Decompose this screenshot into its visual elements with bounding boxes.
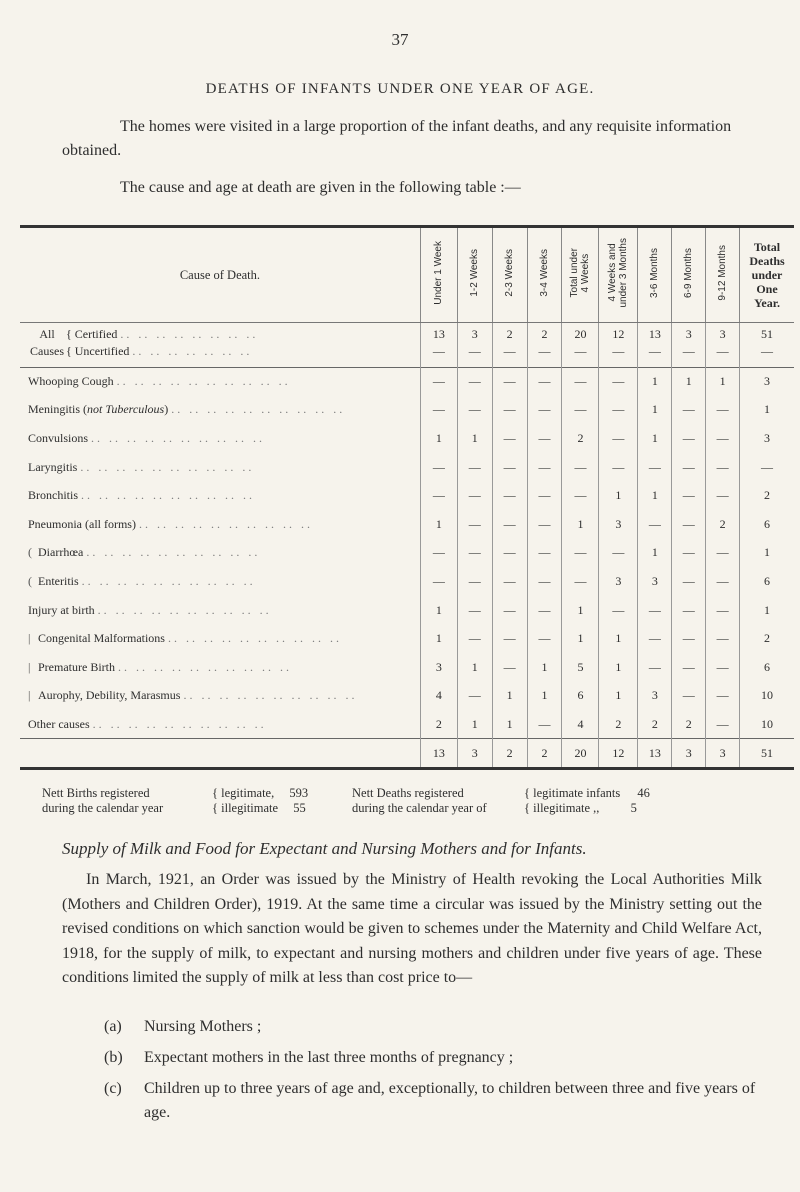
nett-deaths-label: Nett Deaths registered during the calendar year of <box>352 786 487 815</box>
totals-label <box>20 739 420 769</box>
table-cell: — <box>562 367 599 396</box>
uncertified-value: — <box>538 343 551 358</box>
table-cell: 6 <box>740 567 794 596</box>
table-cell: 1 <box>672 367 706 396</box>
table-cell: 1 <box>638 424 672 453</box>
table-cell: — <box>672 624 706 653</box>
table-cell: 1 <box>420 510 457 539</box>
table-cell: — <box>492 510 527 539</box>
header-1-2-weeks: 1-2 Weeks <box>457 227 492 323</box>
table-cell: 1 <box>599 682 638 711</box>
table-row <box>20 624 794 653</box>
list-text: Children up to three years of age and, exceptionally, to children between three and five years of age. <box>144 1080 756 1121</box>
table-row <box>20 453 794 482</box>
table-cell: — <box>672 682 706 711</box>
table-cell: — <box>457 624 492 653</box>
total-cell: 3 <box>672 739 706 769</box>
table-header-row <box>20 227 794 323</box>
row-label: Other causes .. .. .. .. .. .. .. .. .. .. <box>28 716 267 731</box>
intro-paragraph-2 <box>62 176 742 200</box>
nett-births-values: { legitimate, 593 { illegitimate 55 <box>212 786 309 815</box>
table-cell: 3 <box>638 567 672 596</box>
table-cell: — <box>638 510 672 539</box>
table-cell: — <box>420 453 457 482</box>
uncertified-value: — <box>761 343 774 358</box>
all-causes-row <box>20 323 794 363</box>
certified-value: 3 <box>685 326 692 341</box>
total-cell: 2 <box>492 739 527 769</box>
table-row <box>20 682 794 711</box>
table-cell: — <box>527 539 562 568</box>
list-item <box>62 1077 762 1125</box>
table-cell: — <box>672 567 706 596</box>
supply-paragraph: In March, 1921, an Order was issued by the Ministry of Health revoking the Local Authorities Milk (Mothers and Children Order), 1919. At the same time a circular was issued by the Ministry setting out the revised conditions on which sanction would be given to schemes under the Maternity and Child Welfare Act, 1918, for the supply of milk, to expectant and nursing mothers and children under five years of age. These conditions limited the supply of milk at less than cost price to— <box>62 871 762 986</box>
table-cell: — <box>457 510 492 539</box>
table-cell: — <box>457 567 492 596</box>
table-cell: — <box>562 396 599 425</box>
header-total-under-4-weeks: Total under 4 Weeks <box>562 227 599 323</box>
list-text: Nursing Mothers ; <box>144 1018 262 1035</box>
certified-value: 3 <box>471 326 478 341</box>
table-cell: — <box>638 596 672 625</box>
table-cell: 1 <box>638 396 672 425</box>
total-cell: 2 <box>527 739 562 769</box>
uncertified-value: — <box>503 343 516 358</box>
table-row <box>20 396 794 425</box>
header-total-deaths: Total Deaths under One Year. <box>740 227 794 323</box>
total-cell: 51 <box>740 739 794 769</box>
table-row <box>20 710 794 739</box>
table-cell: — <box>492 539 527 568</box>
table-cell: 1 <box>457 424 492 453</box>
table-cell: — <box>527 710 562 739</box>
table-cell: — <box>492 596 527 625</box>
total-cell: 3 <box>457 739 492 769</box>
header-3-4-weeks: 3-4 Weeks <box>527 227 562 323</box>
table-cell: 1 <box>599 624 638 653</box>
table-cell: 6 <box>740 510 794 539</box>
table-cell: 2 <box>562 424 599 453</box>
all-causes-cell <box>562 323 599 363</box>
table-cell: — <box>457 539 492 568</box>
table-cell: 1 <box>420 624 457 653</box>
table-cell: — <box>672 396 706 425</box>
table-cell: 1 <box>740 596 794 625</box>
page-number: 37 <box>391 30 409 49</box>
list-item <box>62 1046 762 1070</box>
table-row <box>20 424 794 453</box>
supply-heading: Supply of Milk and Food for Expectant and Nursing Mothers and for Infants. <box>62 839 587 858</box>
table-cell: 2 <box>740 624 794 653</box>
table-row <box>20 510 794 539</box>
row-label: Injury at birth .. .. .. .. .. .. .. .. .. .. <box>28 602 272 617</box>
table-cell: — <box>672 510 706 539</box>
table-cell: — <box>562 539 599 568</box>
all-causes-cell <box>672 323 706 363</box>
table-cell: 1 <box>420 596 457 625</box>
table-cell: — <box>562 481 599 510</box>
table-cell: — <box>599 367 638 396</box>
table-cell: — <box>420 396 457 425</box>
table-cell: — <box>638 624 672 653</box>
table-cell: 3 <box>599 567 638 596</box>
table-cell: 1 <box>492 682 527 711</box>
table-cell: 4 <box>562 710 599 739</box>
nett-births-label: Nett Births registered during the calendar year <box>42 786 164 815</box>
label-certified: Certified <box>74 326 118 341</box>
table-cell: — <box>457 367 492 396</box>
table-cell: 3 <box>740 424 794 453</box>
row-label: Laryngitis .. .. .. .. .. .. .. .. .. .. <box>28 459 255 474</box>
list-text: Expectant mothers in the last three months of pregnancy ; <box>144 1049 514 1066</box>
table-cell: — <box>599 596 638 625</box>
table-cell: — <box>527 567 562 596</box>
table-cell: — <box>527 481 562 510</box>
table-cell: 2 <box>706 510 740 539</box>
uncertified-value: — <box>612 343 625 358</box>
row-label: Whooping Cough .. .. .. .. .. .. .. .. .. .. <box>20 367 420 396</box>
table-cell: — <box>492 396 527 425</box>
header-under-1-week: Under 1 Week <box>420 227 457 323</box>
table-cell: — <box>457 396 492 425</box>
total-cell: 13 <box>420 739 457 769</box>
table-cell: — <box>527 453 562 482</box>
table-cell: — <box>527 596 562 625</box>
table-cell: 1 <box>492 710 527 739</box>
all-causes-cell <box>420 323 457 363</box>
table-cell: — <box>420 367 457 396</box>
table-cell: — <box>706 539 740 568</box>
table-cell: — <box>672 539 706 568</box>
table-cell: — <box>527 424 562 453</box>
header-2-3-weeks: 2-3 Weeks <box>492 227 527 323</box>
table-cell: — <box>706 396 740 425</box>
list-marker: (c) <box>104 1080 122 1097</box>
table-cell: — <box>706 682 740 711</box>
infant-deaths-table <box>20 225 794 770</box>
table-cell: — <box>562 453 599 482</box>
table-cell: 3 <box>638 682 672 711</box>
row-label: | Aurophy, Debility, Marasmus .. .. .. .. .. .. .. .. .. .. <box>28 688 358 703</box>
table-cell: — <box>457 481 492 510</box>
table-cell: — <box>638 453 672 482</box>
table-cell: 1 <box>740 539 794 568</box>
row-label: | Premature Birth .. .. .. .. .. .. .. .. .. .. <box>28 659 292 674</box>
table-cell: — <box>706 481 740 510</box>
table-cell: — <box>492 453 527 482</box>
table-cell: 2 <box>672 710 706 739</box>
table-cell: 10 <box>740 682 794 711</box>
certified-value: 13 <box>432 326 445 341</box>
certified-value: 20 <box>574 326 587 341</box>
table-cell: — <box>599 424 638 453</box>
table-cell: — <box>492 653 527 682</box>
table-cell: 1 <box>638 367 672 396</box>
total-cell: 3 <box>706 739 740 769</box>
all-causes-cell <box>706 323 740 363</box>
label-causes: Causes <box>30 343 64 358</box>
row-label: Convulsions .. .. .. .. .. .. .. .. .. .. <box>28 430 266 445</box>
table-cell: — <box>599 453 638 482</box>
total-cell: 12 <box>599 739 638 769</box>
intro-text-1: The homes were visited in a large proportion of the infant deaths, and any requisite information obtained. <box>62 118 732 159</box>
row-label: Meningitis (not Tuberculous) .. .. .. .. .. .. .. .. .. .. <box>28 402 346 417</box>
table-cell: — <box>706 624 740 653</box>
table-cell: — <box>706 710 740 739</box>
table-cell: 1 <box>706 367 740 396</box>
table-row <box>20 539 794 568</box>
table-cell: — <box>457 596 492 625</box>
table-cell: — <box>672 481 706 510</box>
table-cell: 1 <box>457 710 492 739</box>
table-cell: — <box>527 510 562 539</box>
certified-value: 13 <box>648 326 661 341</box>
certified-value: 51 <box>761 326 774 341</box>
table-cell: 3 <box>420 653 457 682</box>
list-marker: (b) <box>104 1049 123 1066</box>
table-cell: 1 <box>599 653 638 682</box>
table-cell: 1 <box>740 396 794 425</box>
table-cell: — <box>706 424 740 453</box>
table-cell: — <box>672 653 706 682</box>
table-row <box>20 653 794 682</box>
uncertified-value: — <box>716 343 729 358</box>
table-row <box>20 567 794 596</box>
table-cell: — <box>706 596 740 625</box>
certified-value: 2 <box>541 326 548 341</box>
header-9-12-months: 9-12 Months <box>706 227 740 323</box>
all-causes-cell <box>492 323 527 363</box>
label-all: All <box>39 326 55 341</box>
table-cell: 1 <box>562 596 599 625</box>
header-6-9-months: 6-9 Months <box>672 227 706 323</box>
table-cell: 1 <box>562 510 599 539</box>
table-cell: 2 <box>420 710 457 739</box>
table-cell: 6 <box>740 653 794 682</box>
certified-value: 2 <box>506 326 513 341</box>
table-cell: — <box>672 424 706 453</box>
uncertified-value: — <box>574 343 587 358</box>
table-cell: 1 <box>420 424 457 453</box>
table-cell: 2 <box>740 481 794 510</box>
table-cell: — <box>638 653 672 682</box>
table-cell: — <box>599 396 638 425</box>
table-cell: — <box>492 481 527 510</box>
label-uncertified: Uncertified <box>74 343 130 358</box>
table-cell: — <box>527 624 562 653</box>
uncertified-value: — <box>432 343 445 358</box>
table-cell: 3 <box>599 510 638 539</box>
row-label: Bronchitis .. .. .. .. .. .. .. .. .. .. <box>28 488 255 503</box>
table-cell: — <box>492 624 527 653</box>
uncertified-value: — <box>682 343 695 358</box>
row-label: Pneumonia (all forms) .. .. .. .. .. .. .. .. .. .. <box>28 516 313 531</box>
table-cell: — <box>562 567 599 596</box>
table-cell: 10 <box>740 710 794 739</box>
intro-paragraph <box>62 115 742 163</box>
table-cell: 6 <box>562 682 599 711</box>
page-title: DEATHS OF INFANTS UNDER ONE YEAR OF AGE. <box>205 81 595 97</box>
all-causes-cell <box>457 323 492 363</box>
table-cell: — <box>706 653 740 682</box>
table-cell: 3 <box>740 367 794 396</box>
header-4-weeks-3-months: 4 Weeks and under 3 Months <box>599 227 638 323</box>
nett-deaths-values: { legitimate infants 46 { illegitimate ,, 5 <box>524 786 650 815</box>
table-cell: 1 <box>562 624 599 653</box>
table-row <box>20 596 794 625</box>
table-cell: — <box>527 396 562 425</box>
totals-row <box>20 739 794 769</box>
table-cell: — <box>420 567 457 596</box>
intro-text-2: The cause and age at death are given in the following table :— <box>120 179 521 196</box>
table-row <box>20 367 794 396</box>
all-causes-cell <box>740 323 794 363</box>
table-cell: 1 <box>527 682 562 711</box>
table-cell: 2 <box>638 710 672 739</box>
certified-value: 3 <box>719 326 726 341</box>
table-cell: 1 <box>599 481 638 510</box>
row-label: ( Diarrhœa .. .. .. .. .. .. .. .. .. .. <box>28 545 261 560</box>
table-cell: — <box>492 424 527 453</box>
table-cell: 5 <box>562 653 599 682</box>
row-label: ( Enteritis .. .. .. .. .. .. .. .. .. .. <box>28 573 256 588</box>
all-causes-cell <box>599 323 638 363</box>
table-cell: 1 <box>527 653 562 682</box>
table-cell: — <box>706 567 740 596</box>
all-causes-cell <box>638 323 672 363</box>
table-row <box>20 481 794 510</box>
table-cell: — <box>672 596 706 625</box>
table-cell: — <box>599 539 638 568</box>
table-cell: — <box>672 453 706 482</box>
table-cell: — <box>420 539 457 568</box>
table-cell: — <box>492 567 527 596</box>
all-causes-cell <box>527 323 562 363</box>
table-cell: 4 <box>420 682 457 711</box>
table-cell: — <box>706 453 740 482</box>
header-3-6-months: 3-6 Months <box>638 227 672 323</box>
table-cell: 2 <box>599 710 638 739</box>
table-cell: — <box>527 367 562 396</box>
total-cell: 13 <box>638 739 672 769</box>
list-marker: (a) <box>104 1018 122 1035</box>
certified-value: 12 <box>612 326 625 341</box>
table-cell: — <box>492 367 527 396</box>
uncertified-value: — <box>468 343 481 358</box>
table-cell: — <box>420 481 457 510</box>
table-cell: — <box>457 682 492 711</box>
supply-list <box>62 1015 762 1132</box>
all-causes-label: All Causes { Certified .. .. .. .. .. .. .. .. { Uncertified .. .. .. .. .. .. .. <box>30 326 259 358</box>
list-item <box>62 1015 762 1039</box>
total-cell: 20 <box>562 739 599 769</box>
row-label: | Congenital Malformations .. .. .. .. .. .. .. .. .. .. <box>28 631 342 646</box>
table-cell: — <box>740 453 794 482</box>
uncertified-value: — <box>648 343 661 358</box>
table-cell: 1 <box>638 481 672 510</box>
table-cell: 1 <box>638 539 672 568</box>
table-cell: — <box>457 453 492 482</box>
table-cell: 1 <box>457 653 492 682</box>
header-cause: Cause of Death. <box>20 227 420 323</box>
